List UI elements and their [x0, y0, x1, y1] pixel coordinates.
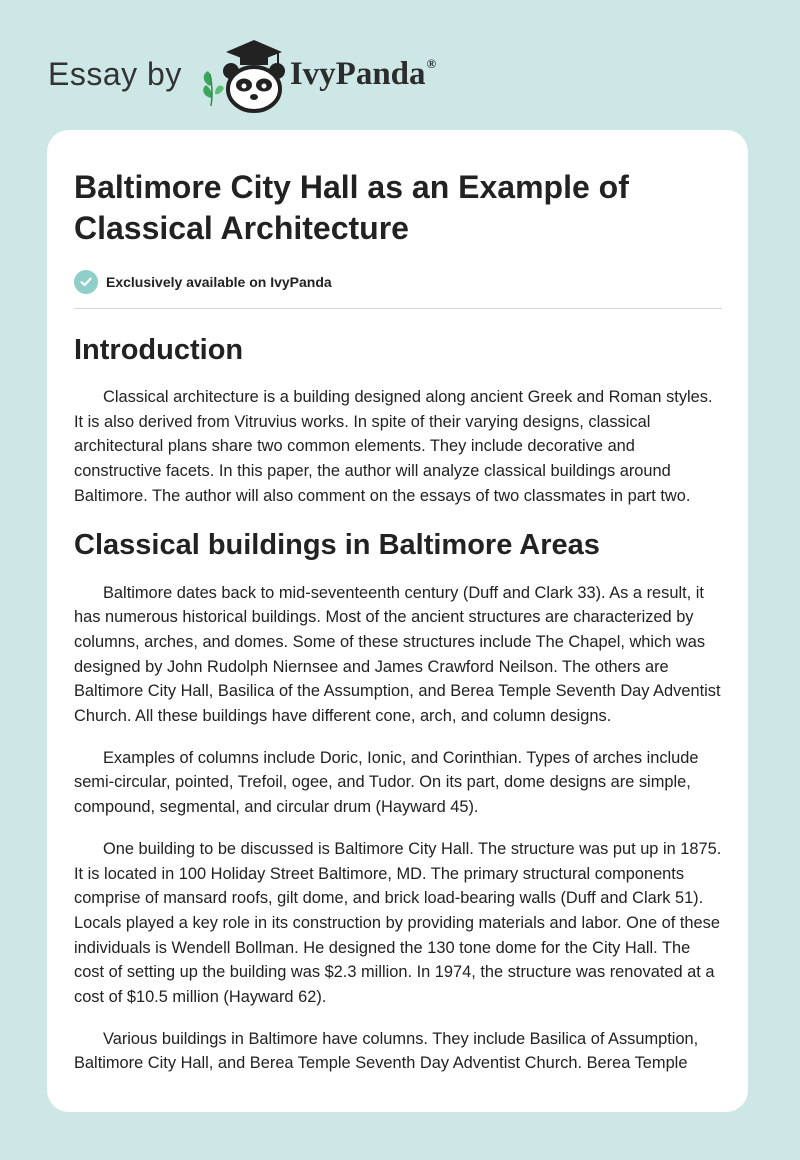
registered-mark: ® — [426, 55, 437, 71]
site-header — [48, 34, 436, 114]
section-heading-classical-buildings: Classical buildings in Baltimore Areas — [74, 528, 600, 561]
essay-card — [47, 130, 748, 1112]
page-title: Baltimore City Hall as an Example of Classical Architecture — [74, 169, 629, 246]
paragraph: Baltimore dates back to mid-seventeenth century (Duff and Clark 33). As a result, it has numerous historical buildings. Most of the ancient structures are characterized by columns, arches, and domes. Some of these structures include The Chapel, which was designed by John Rudolph Niernsee and James Crawford Neilson. The others are Baltimore City Hall, Basilica of the Assumption, and Berea Temple Seventh Day Adventist Church. All these buildings have different cone, arch, and column designs. — [74, 583, 721, 726]
paragraph: Classical architecture is a building designed along ancient Greek and Roman styles. It is also derived from Vitruvius works. In spite of their varying designs, classical architectural plans share two common elements. They include decorative and constructive facets. In this paper, the author will analyze classical buildings around Baltimore. The author will also comment on the essays of two classmates in part two. — [74, 388, 713, 505]
divider — [74, 308, 722, 309]
paragraph: One building to be discussed is Baltimore City Hall. The structure was put up in 1875. It is located in 100 Holiday Street Baltimore, MD. The primary structural components comprise of mansard roofs, gilt dome, and brick load-bearing walls (Duff and Clark 51). Locals played a key role in its construction by providing materials and labor. One of these individuals is Wendell Bollman. He designed the 130 tone dome for the City Hall. The cost of setting up the building was $2.3 million. In 1974, the structure was renovated at a cost of $10.5 million (Hayward 62). — [74, 839, 722, 1007]
ivypanda-logo-icon[interactable] — [196, 34, 286, 114]
exclusive-label: Exclusively available on IvyPanda — [106, 274, 332, 290]
paragraph: Various buildings in Baltimore have columns. They include Basilica of Assumption, Baltimore City Hall, and Berea Temple Seventh Day Adventist Church. Berea Temple — [74, 1029, 699, 1073]
essay-by-label: Essay by — [48, 55, 182, 92]
section-heading-introduction: Introduction — [74, 334, 244, 366]
check-icon — [74, 270, 98, 294]
paragraph: Examples of columns include Doric, Ionic, and Corinthian. Types of arches include semi-circular, pointed, Trefoil, ogee, and Tudor. On its part, dome designs are simple, compound, segmental, and circular drum (Hayward 45). — [74, 748, 699, 817]
brand-name[interactable]: IvyPanda® — [289, 55, 437, 92]
exclusive-badge — [74, 270, 722, 294]
